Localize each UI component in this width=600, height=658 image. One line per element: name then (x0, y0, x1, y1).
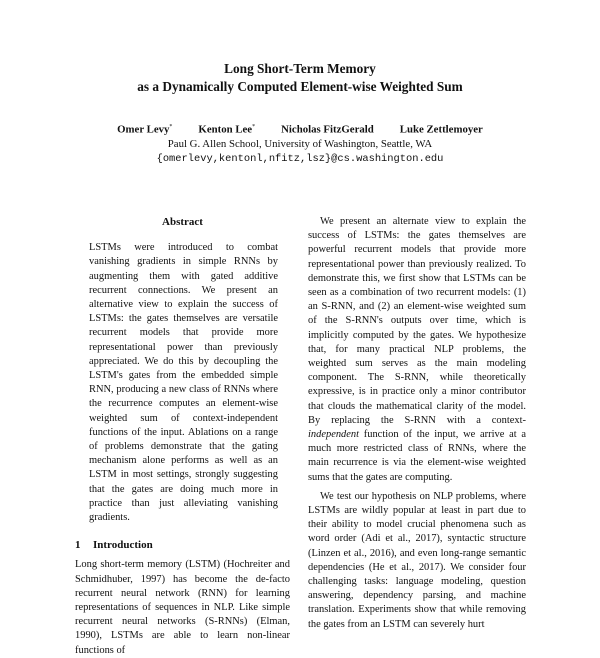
section-title-text: Introduction (93, 539, 153, 552)
title-line-2: as a Dynamically Computed Element-wise Weighted Sum (137, 79, 463, 94)
author-block (0, 120, 600, 166)
affiliation: Paul G. Allen School, University of Washington, Seattle, WA (167, 138, 433, 151)
emphasis: independent (308, 429, 360, 441)
author: Kenton Lee* (198, 123, 256, 136)
body-paragraph-2: We test our hypothesis on NLP problems, where LSTMs are wildly popular at least in part due to their ability to model crucial phenomena such as word order (Adi et al., 2017), syntactic structure (Linzen et al., 2016), and even long-range semantic dependencies (He et al., 2017). We consider four challenging tasks: language modeling, question answering, dependency parsing, and machine translation. Experiments show that while removing the gates from an LSTM can severely hurt (308, 490, 526, 630)
author-emails: {omerlevy,kentonl,nfitz,lsz}@cs.washington.edu (156, 152, 444, 165)
title-line-1: Long Short-Term Memory (224, 61, 376, 76)
author-list (0, 120, 600, 137)
introduction-paragraph: Long short-term memory (LSTM) (Hochreiter and Schmidhuber, 1997) has become the de-facto recurrent neural network (RNN) for learning representations of sequences in NLP. Like simple recurrent neural networks (S-RNNs) (Elman, 1990), LSTMs are able to learn non-linear functions of (75, 559, 290, 656)
author: Nicholas FitzGerald (281, 123, 374, 136)
author: Luke Zettlemoyer (399, 123, 483, 136)
body-paragraph-1: We present an alternate view to explain the success of LSTMs: the gates themselves are powerful recurrent models that provide more representational power than previously realized. To demonstrate this, we first show that LSTMs can be seen as a combination of two recurrent models: (1) an S-RNN, and (2) an element-wise weighted sum of the S-RNN's outputs over time, which is implicitly computed by the gates. We hypothesize that, for many practical NLP problems, the weighted sum serves as the main modeling component. The S-RNN, while theoretically expressive, is in practice only a minor contributor that clouds the mathematical clarity of the model. By replacing the S-RNN with a context-independent function of the input, we arrive at a much more restricted class of RNNs, where the main recurrence is via the element-wise weighted sums that the gates are computing. (308, 216, 526, 483)
abstract-heading: Abstract (162, 216, 203, 228)
section-number: 1 (75, 539, 81, 552)
paper-title (0, 60, 600, 96)
abstract-text: LSTMs were introduced to combat vanishing gradients in simple RNNs by augmenting them with gated additive recurrent connections. We present an alternative view to explain the success of LSTMs: the gates themselves are versatile recurrent models that provide more representational power than previously appreciated. We do this by decoupling the LSTM's gates from the embedded simple RNN, producing a new class of RNNs where the recurrence computes an element-wise weighted sum of context-independent functions of the input. Ablations on a range of problems demonstrate that the gating mechanism alone performs as well as an LSTM in most settings, strongly suggesting that the gates are doing much more in practice than just alleviating vanishing gradients. (89, 242, 278, 524)
author: Omer Levy* (117, 123, 173, 136)
left-column (75, 215, 290, 658)
section-heading-introduction (75, 538, 290, 552)
right-column (308, 215, 526, 632)
